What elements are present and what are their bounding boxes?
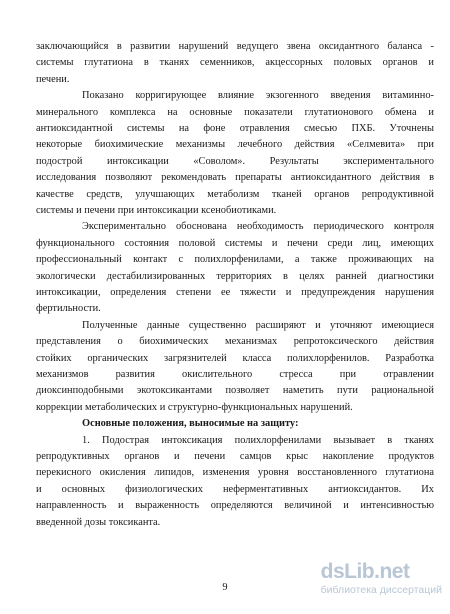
text-line: диоксинподобными экотоксикантами позволяет наметить пути рациональной — [36, 385, 434, 396]
watermark-logo-text: dsLib.net — [320, 560, 410, 583]
text-line: системы глутатиона в тканях семенников, акцессорных половых органов и — [36, 57, 434, 68]
text-line: направленность и выраженность определяются величиной и интенсивностью — [36, 500, 434, 511]
text-line: стойких органических загрязнителей класса полихлорфенилов. Разработка — [36, 353, 434, 364]
page-number: 9 — [222, 582, 228, 593]
text-line: репродуктивных органов и печени самцов крыс накопление продуктов — [36, 451, 434, 462]
text-line: функционального состояния половой системы и печени среди лиц, имеющих — [36, 238, 434, 249]
text-line: перекисного окисления липидов, изменения уровня восстановленного глутатиона — [36, 467, 434, 478]
site-watermark — [321, 561, 442, 596]
text-line: исследования позволяют рекомендовать препараты антиоксидантного действия в — [36, 172, 434, 183]
text-line: и основных физиологических неферментативных антиоксидантов. Их — [36, 484, 434, 495]
text-line: Показано корригирующее влияние экзогенного введения витаминно- — [82, 90, 434, 101]
text-line: экологически дестабилизированных территориях в целях ранней диагностики — [36, 271, 434, 282]
text-line: механизмов развития окислительного стресса при отравлении — [36, 369, 434, 380]
watermark-caption: библиотека диссертаций — [320, 584, 442, 596]
text-line: печени. — [36, 74, 70, 85]
text-line: профессиональный контакт с полихлорфенилами, а также проживающих на — [36, 254, 434, 265]
text-line: антиоксидантной системы на фоне отравления смесью ПХБ. Уточнены — [36, 123, 434, 134]
text-line: заключающийся в развитии нарушений ведущего звена оксидантного баланса - — [36, 41, 434, 52]
text-line: системы и печени при интоксикации ксенобиотиками. — [36, 205, 277, 216]
text-line: Экспериментально обоснована необходимость периодического контроля — [82, 221, 434, 232]
text-line: 1. Подострая интоксикация полихлорфенилами вызывает в тканях — [82, 435, 434, 446]
text-line: некоторые биохимические механизмы лечебного действия «Селмевита» при — [36, 139, 434, 150]
text-line: качестве средств, улучшающих метаболизм тканей органов репродуктивной — [36, 189, 434, 200]
text-line: подострой интоксикации «Соволом». Результаты экспериментального — [36, 156, 434, 167]
text-line: Полученные данные существенно расширяют и уточняют имеющиеся — [82, 320, 434, 331]
text-line: коррекции метаболических и структурно-функциональных нарушений. — [36, 402, 353, 413]
section-heading: Основные положения, выносимые на защиту: — [82, 418, 299, 429]
text-line: введенной дозы токсиканта. — [36, 517, 161, 528]
text-line: минерального комплекса на основные показатели глутатионового обмена и — [36, 107, 434, 118]
text-line: фертильности. — [36, 303, 101, 314]
text-line: представления о биохимических механизмах репротоксического действия — [36, 336, 434, 347]
text-line: интоксикации, определения степени ее тяжести и предупреждения нарушения — [36, 287, 434, 298]
